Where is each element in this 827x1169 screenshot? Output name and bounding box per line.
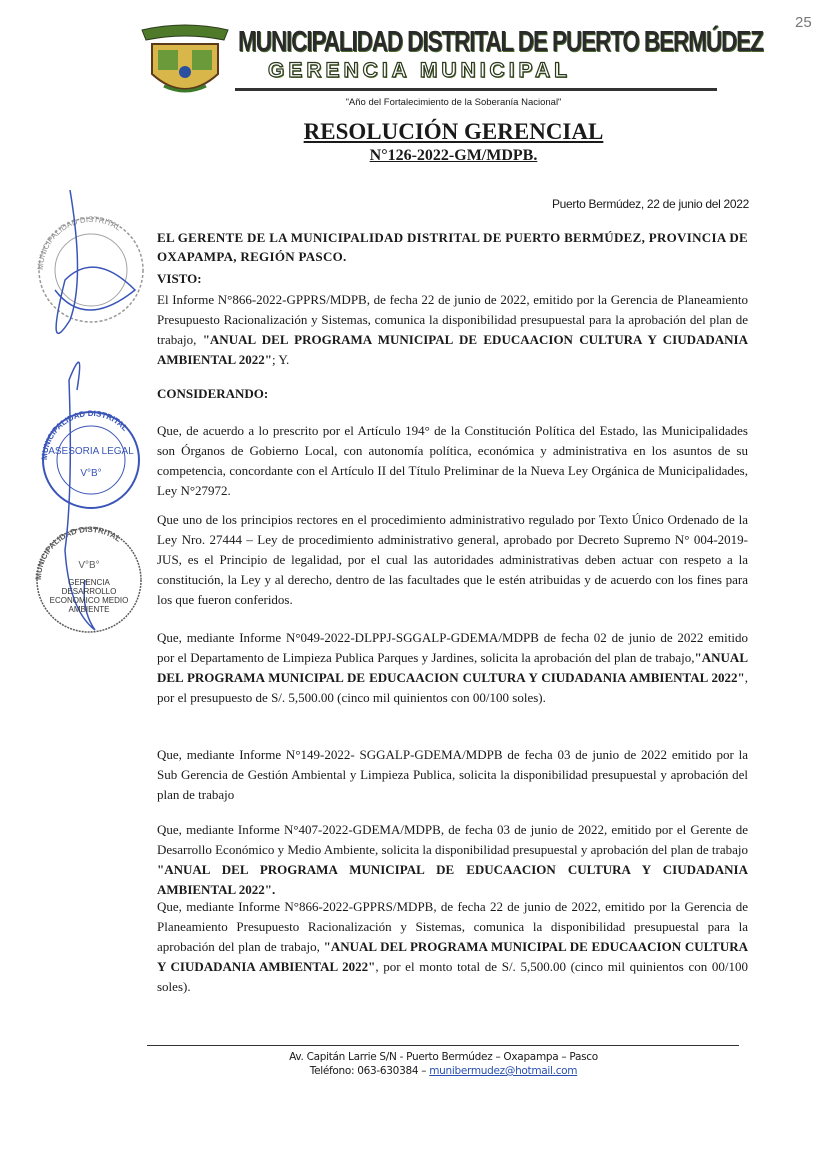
paragraph-3 (157, 628, 748, 708)
stamp-text: V°B° (78, 560, 100, 571)
plan-title: "ANUAL DEL PROGRAMA MUNICIPAL DE EDUCAACION CULTURA Y CIUDADANIA AMBIENTAL 2022" (157, 650, 748, 685)
municipal-crest-logo (138, 22, 232, 102)
footer-phone: Teléfono: 063-630384 – (309, 1065, 430, 1077)
paragraph-6 (157, 897, 748, 997)
visto-heading: VISTO: (157, 271, 202, 286)
plan-title: "ANUAL DEL PROGRAMA MUNICIPAL DE EDUCAACION CULTURA Y CIUDADANIA AMBIENTAL 2022" (157, 939, 748, 974)
stamp-text: MUNICIPALIDAD DISTRITAL (33, 524, 123, 581)
paragraph-1: Que, de acuerdo a lo prescrito por el Artículo 194° de la Constitución Política del Estado, las Municipalidades son Órganos de Gobierno Local, con autonomía política, económica y administrativa en los asuntos de su competencia, concordante con el Artículo II del Título Preliminar de la Nueva Ley Orgánica de Municipalidades, Ley N°27972. (157, 423, 748, 498)
header-divider (235, 88, 717, 91)
asesoria-legal-stamp (40, 409, 139, 508)
number-text: N°126-2022-GM/MDPB. (369, 147, 538, 164)
document-date: Puerto Bermúdez, 22 de junio del 2022 (551, 197, 749, 211)
unit-name: GERENCIA MUNICIPAL (268, 59, 571, 82)
text: Que, mediante Informe N°866-2022-GPPRS/MDPB, de fecha 22 de junio de 2022, emitido por la Gerencia de Planeamiento Presupuesto Racionalización y Sistemas, comunica la disponibilidad presupuestal para la aprobación del plan de trabajo, (157, 899, 748, 954)
text: , por el presupuesto de S/. 5,500.00 (cinco mil quinientos con 00/100 soles). (157, 670, 748, 705)
text: El Informe N°866-2022-GPPRS/MDPB, de fecha 22 de junio de 2022, emitido por la Gerencia de Planeamiento Presupuesto Racionalización y Sistemas, comunica la disponibilidad presupuestal para la aprobación del plan de trabajo, (157, 292, 748, 347)
stamp-gerencia-text: GERENCIA DESARROLLO ECONOMICO MEDIO AMBIENTE (49, 578, 129, 614)
text: , por el monto total de S/. 5,500.00 (cinco mil quinientos con 00/100 soles). (157, 959, 748, 994)
plan-title: "ANUAL DEL PROGRAMA MUNICIPAL DE EDUCAACION CULTURA Y CIUDADANIA AMBIENTAL 2022". (157, 862, 748, 897)
stamp-text: MUNICIPALIDAD DISTRITAL (39, 408, 130, 461)
paragraph-5 (157, 820, 748, 900)
year-slogan: "Año del Fortalecimiento de la Soberanía Nacional" (345, 97, 562, 108)
footer-email-link[interactable]: munibermudez@hotmail.com (429, 1065, 578, 1077)
paragraph-4: Que, mediante Informe N°149-2022- SGGALP-GDEMA/MDPB de fecha 03 de junio de 2022 emitido por la Sub Gerencia de Gestión Ambiental y Limpieza Publica, solicita la disponibilidad presupuestal y aprobación del plan de trabajo (157, 747, 748, 802)
stamp-text: V°B° (80, 468, 102, 479)
stamp-text: MUNICIPALIDAD DISTRITAL (35, 214, 123, 271)
text: ; Y. (271, 352, 290, 367)
stamp-text: ASESORIA LEGAL (48, 446, 134, 457)
resolution-number (0, 147, 827, 165)
text: Que, mediante Informe N°407-2022-GDEMA/MDPB, de fecha 03 de junio de 2022, emitido por el Gerente de Desarrollo Económico y Medio Ambiente, solicita la disponibilidad presupuestal y aprobación del plan de trabajo (157, 822, 748, 857)
svg-text:MUNICIPALIDAD DISTRITAL (36, 215, 123, 270)
footer-address: Av. Capitán Larrie S/N - Puerto Bermúdez – Oxapampa – Pasco (289, 1051, 598, 1063)
document-title (0, 119, 827, 145)
org-name: MUNICIPALIDAD DISTRITAL DE PUERTO BERMÚDEZ (238, 26, 763, 58)
addressee: EL GERENTE DE LA MUNICIPALIDAD DISTRITAL DE PUERTO BERMÚDEZ, PROVINCIA DE OXAPAMPA, REGIÓN PASCO. (157, 230, 749, 264)
plan-title: "ANUAL DEL PROGRAMA MUNICIPAL DE EDUCAACION CULTURA Y CIUDADANIA AMBIENTAL 2022" (157, 332, 749, 367)
visto-paragraph (157, 290, 748, 370)
municipal-seal-stamp (36, 215, 143, 322)
footer-contact (0, 1065, 827, 1077)
title-type: RESOLUCIÓN GERENCIAL (303, 119, 604, 144)
handwritten-page-number: 25 (795, 14, 812, 31)
footer-divider (147, 1045, 739, 1046)
considerando-heading: CONSIDERANDO: (157, 386, 269, 401)
svg-text:MUNICIPALIDAD DISTRITAL (34, 525, 123, 580)
paragraph-2: Que uno de los principios rectores en el procedimiento administrativo regulado por Texto Único Ordenado de la Ley Nro. 27444 – Ley de procedimiento administrativo general, aprobado por Decreto Supremo N° 004-2019-JUS, es el Principio de legalidad, por el cual las autoridades administrativas deben actuar con respeto a la constitución, la Ley y al derecho, dentro de las facultades que le estén atribuidas y de acuerdo con los fines para los que fueron conferidos. (157, 512, 748, 607)
text: Que, mediante Informe N°049-2022-DLPPJ-SGGALP-GDEMA/MDPB de fecha 02 de junio de 2022 emitido por el Departamento de Limpieza Publica Parques y Jardines, solicita la aprobación del plan de trabajo, (157, 630, 748, 665)
